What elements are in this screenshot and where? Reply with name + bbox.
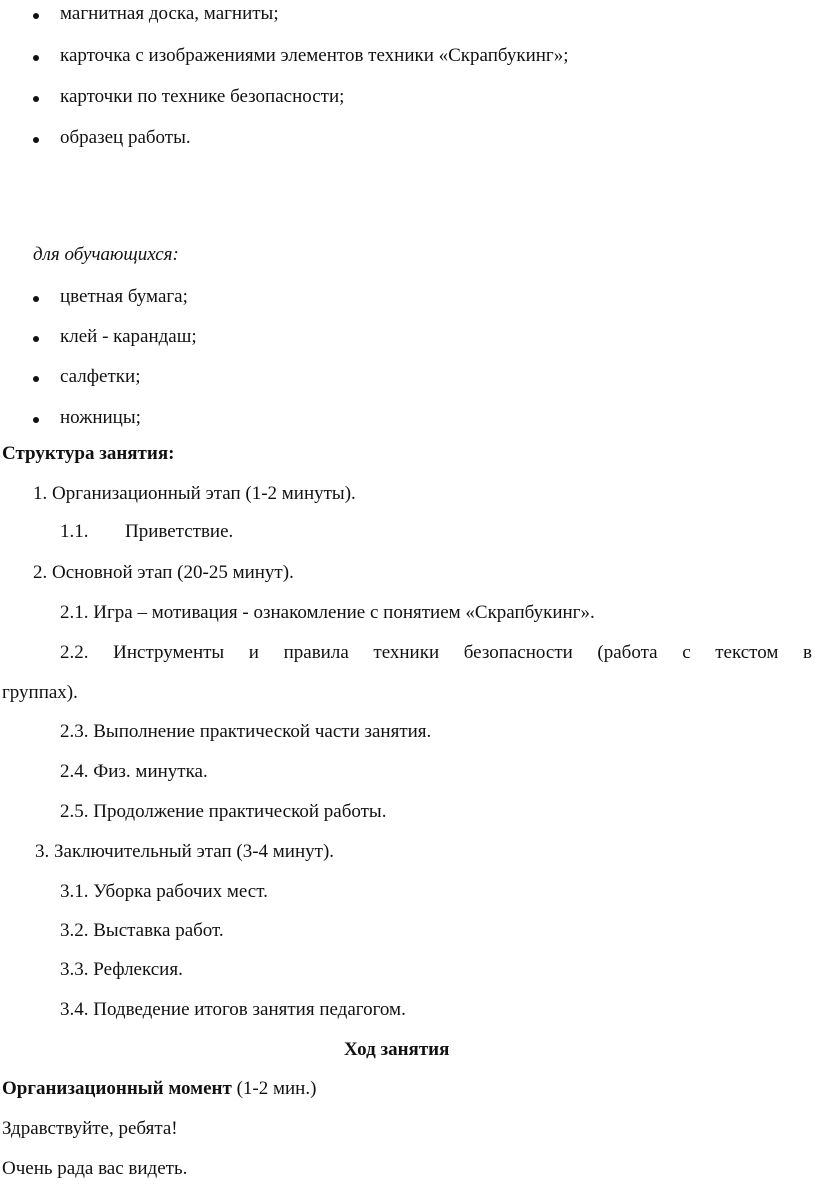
org-moment-line — [2, 1079, 316, 1098]
org-moment-duration: (1-2 мин.) — [231, 1078, 317, 1099]
bullet-icon — [33, 296, 39, 302]
bullet-icon — [33, 13, 39, 19]
structure-stage: 3. Заключительный этап (3-4 минут). — [35, 841, 335, 862]
bullet-icon — [33, 336, 39, 342]
structure-substage: 2.4. Физ. минутка. — [60, 761, 208, 782]
student-item: клей - карандаш; — [60, 326, 197, 347]
teacher-item: образец работы. — [60, 127, 191, 148]
structure-substage: 2.1. Игра – мотивация - ознакомление с понятием «Скрапбукинг». — [60, 602, 595, 623]
bullet-icon — [33, 96, 39, 102]
bullet-icon — [33, 376, 39, 382]
bullet-icon — [33, 137, 39, 143]
teacher-item: магнитная доска, магниты; — [60, 3, 279, 24]
structure-substage: 2.5. Продолжение практической работы. — [60, 801, 387, 822]
structure-substage: 3.3. Рефлексия. — [60, 959, 183, 980]
students-heading: для обучающихся: — [33, 244, 179, 265]
structure-stage: 2. Основной этап (20-25 минут). — [33, 562, 294, 583]
student-item: ножницы; — [60, 407, 141, 428]
structure-heading: Структура занятия: — [2, 443, 175, 464]
student-item: цветная бумага; — [60, 286, 188, 307]
teacher-item: карточки по технике безопасности; — [60, 86, 345, 107]
structure-substage: 3.1. Уборка рабочих мест. — [60, 881, 268, 902]
structure-substage-number: 1.1. — [60, 521, 89, 542]
lesson-heading: Ход занятия — [344, 1039, 450, 1060]
org-moment-title: Организационный момент — [2, 1078, 232, 1099]
glad-text: Очень рада вас видеть. — [2, 1158, 188, 1179]
structure-substage: Приветствие. — [125, 521, 234, 542]
bullet-icon — [33, 55, 39, 61]
structure-substage: 3.2. Выставка работ. — [60, 920, 224, 941]
teacher-item: карточка с изображениями элементов техники «Скрапбукинг»; — [60, 45, 569, 66]
structure-substage: 2.2. Инструменты и правила техники безопасности (работа с текстом в — [60, 642, 812, 663]
student-item: салфетки; — [60, 366, 141, 387]
bullet-icon — [33, 417, 39, 423]
structure-substage: 2.3. Выполнение практической части занятия. — [60, 721, 432, 742]
structure-stage: 1. Организационный этап (1-2 минуты). — [33, 483, 356, 504]
structure-substage-continuation: группах). — [2, 682, 78, 703]
greeting-text: Здравствуйте, ребята! — [2, 1118, 178, 1139]
structure-substage: 3.4. Подведение итогов занятия педагогом. — [60, 999, 406, 1020]
